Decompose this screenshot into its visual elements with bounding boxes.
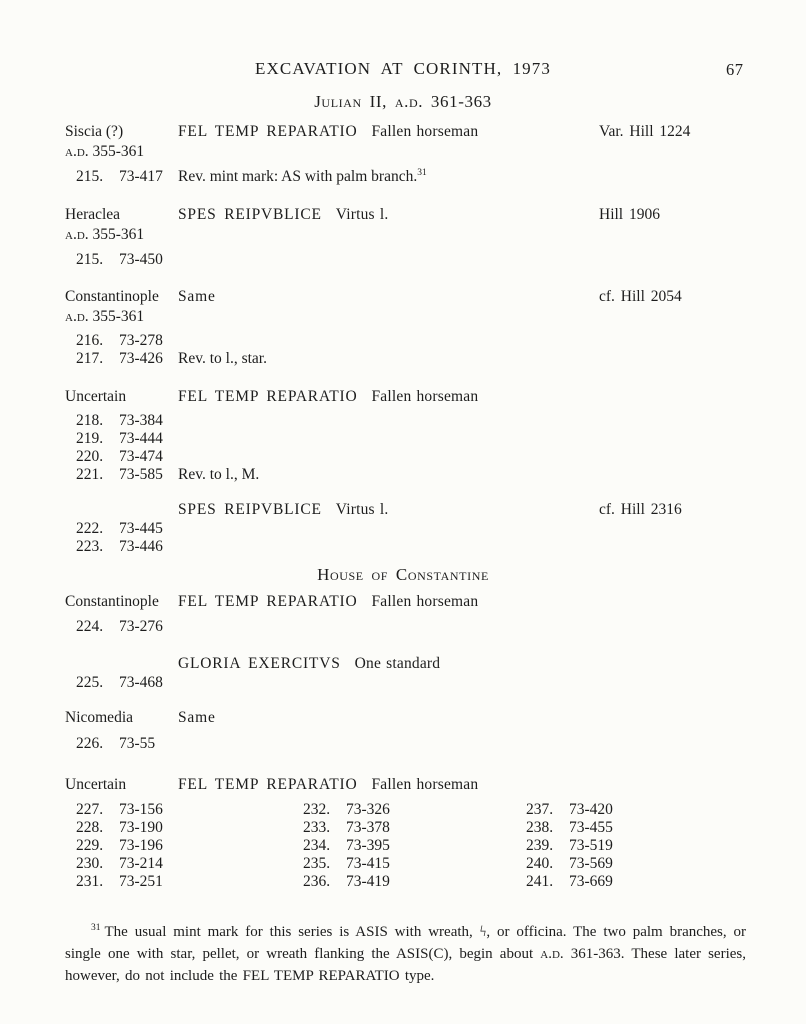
- inventory-number: 73-251: [119, 873, 163, 890]
- coin-description: One standard: [354, 655, 441, 672]
- catalog-number: 227.: [76, 801, 104, 818]
- catalog-item: [76, 168, 746, 186]
- footnote-marker: 31: [417, 167, 427, 178]
- inventory-number: 73-395: [346, 837, 390, 854]
- inventory-number: 73-156: [119, 801, 163, 818]
- type-cell: [178, 654, 599, 674]
- inventory-number: 73-278: [119, 332, 163, 349]
- inventory-number: 73-450: [119, 251, 163, 268]
- coin-description: Fallen horseman: [371, 593, 479, 610]
- type-cell: [178, 592, 599, 612]
- catalog-number: 237.: [526, 801, 554, 818]
- inventory-number: 73-474: [119, 448, 163, 465]
- item-note: Rev. to l., M.: [178, 466, 260, 483]
- inventory-number: 73-455: [569, 819, 613, 836]
- footnote-text-1: The usual mint mark for this series is ASIS with wreath, ϟ, or officina. The two palm branches, or single one with star, pellet, or wreath flanking the ASIS(C), begin about: [65, 924, 746, 962]
- coin-legend: GLORIA EXERCITVS: [178, 655, 341, 672]
- catalog-item: [526, 873, 746, 891]
- entry-uncertain-hoc: [65, 775, 746, 795]
- catalog-item: [76, 448, 746, 466]
- catalog-number: 216.: [76, 332, 104, 349]
- coin-description: Fallen horseman: [371, 776, 479, 793]
- inventory-number: 73-426: [119, 350, 163, 367]
- catalog-column-2: [303, 801, 526, 891]
- catalog-reference: cf. Hill 2316: [599, 501, 682, 518]
- catalog-reference: Hill 1906: [599, 206, 660, 223]
- coin-legend: SPES REIPVBLICE: [178, 501, 322, 518]
- inventory-number: 73-446: [119, 538, 163, 555]
- catalog-number: 220.: [76, 448, 104, 465]
- catalog-item: [76, 801, 303, 819]
- catalog-item: [76, 873, 303, 891]
- entry-header-row: [65, 592, 746, 612]
- footnote-ad-smallcaps: a.d.: [540, 946, 564, 962]
- mint-date-range: a.d. 355-361: [65, 143, 145, 160]
- item-note: Rev. mint mark: AS with palm branch.$^{31}$: [178, 167, 427, 185]
- catalog-number: 221.: [76, 466, 104, 483]
- catalog-number: 240.: [526, 855, 554, 872]
- item-note: Rev. to l., star.: [178, 350, 267, 367]
- footnote-text-2: 361-363. These later series, however, do not include the FEL TEMP REPARATIO type.: [65, 946, 747, 984]
- running-head-title: EXCAVATION AT CORINTH, 1973: [255, 59, 551, 78]
- coin-description: Fallen horseman: [371, 388, 479, 405]
- catalog-number: 229.: [76, 837, 104, 854]
- coin-legend: FEL TEMP REPARATIO: [178, 776, 358, 793]
- entry-header-row: [65, 205, 746, 225]
- inventory-number: 73-417: [119, 168, 163, 185]
- catalog-item: [526, 801, 746, 819]
- mint-name: Uncertain: [65, 388, 127, 405]
- entry-constantinople-hoc: [65, 592, 746, 636]
- type-cell: [178, 205, 599, 225]
- catalog-number: 225.: [76, 674, 104, 691]
- mint-date-range: a.d. 355-361: [65, 308, 145, 325]
- type-cell: [178, 387, 599, 407]
- catalog-item: [303, 873, 526, 891]
- entry-header-row: [65, 287, 746, 307]
- entry-header-row: [65, 654, 746, 674]
- mint-name: Siscia (?): [65, 123, 124, 140]
- catalog-number: 234.: [303, 837, 331, 854]
- inventory-number: 73-569: [569, 855, 613, 872]
- type-cell: [178, 122, 599, 142]
- coin-legend: Same: [178, 288, 216, 305]
- inventory-number: 73-519: [569, 837, 613, 854]
- coin-description: Virtus l.: [335, 501, 389, 518]
- entry-heraclea: [65, 205, 746, 269]
- catalog-reference: [599, 708, 746, 728]
- entry-constantinople-julian: [65, 287, 746, 368]
- inventory-number: 73-55: [119, 735, 156, 752]
- inventory-number: 73-214: [119, 855, 163, 872]
- catalog-item: [76, 251, 746, 269]
- catalog-item: [303, 855, 526, 873]
- catalog-number: 236.: [303, 873, 331, 890]
- page-header: [0, 59, 806, 81]
- catalog-item: [76, 538, 746, 556]
- catalog-item: [303, 819, 526, 837]
- inventory-number: 73-415: [346, 855, 390, 872]
- catalog-number: 230.: [76, 855, 104, 872]
- catalog-number: 238.: [526, 819, 554, 836]
- catalog-item: [76, 332, 746, 350]
- catalog-number: 224.: [76, 618, 104, 635]
- type-cell: [178, 287, 599, 307]
- mint-name: Constantinople: [65, 288, 159, 305]
- type-cell: [178, 708, 599, 728]
- catalog-number: 228.: [76, 819, 104, 836]
- entry-uncertain-julian: [65, 387, 746, 484]
- catalog-number-table: [76, 801, 746, 891]
- inventory-number: 73-420: [569, 801, 613, 818]
- catalog-item: [76, 618, 746, 636]
- catalog-number: 226.: [76, 735, 104, 752]
- entry-gloria-exercitvs: [65, 654, 746, 692]
- catalog-number: 215.: [76, 168, 104, 185]
- mint-name: Constantinople: [65, 593, 159, 610]
- catalog-reference: [599, 775, 746, 795]
- catalog-number: 215.: [76, 251, 104, 268]
- type-cell: [178, 500, 599, 520]
- inventory-number: 73-468: [119, 674, 163, 691]
- catalog-reference: cf. Hill 2054: [599, 288, 682, 305]
- inventory-number: 73-196: [119, 837, 163, 854]
- catalog-item: [76, 412, 746, 430]
- catalog-item: [526, 855, 746, 873]
- catalog-item: [76, 855, 303, 873]
- catalog-number: 233.: [303, 819, 331, 836]
- entry-header-row: [65, 122, 746, 142]
- catalog-reference: [599, 654, 746, 674]
- catalog-reference: [599, 387, 746, 407]
- catalog-item: [76, 466, 746, 484]
- catalog-item: [76, 520, 746, 538]
- catalog-number: 235.: [303, 855, 331, 872]
- catalog-number: 223.: [76, 538, 104, 555]
- inventory-number: 73-669: [569, 873, 613, 890]
- entry-nicomedia: [65, 708, 746, 753]
- entry-header-row: [65, 708, 746, 728]
- section-heading-house-of-constantine: House of Constantine: [317, 565, 489, 584]
- catalog-item: [526, 819, 746, 837]
- catalog-item: [76, 735, 746, 753]
- coin-legend: FEL TEMP REPARATIO: [178, 388, 358, 405]
- catalog-number: 239.: [526, 837, 554, 854]
- entry-header-row: [65, 387, 746, 407]
- inventory-number: 73-445: [119, 520, 163, 537]
- inventory-number: 73-585: [119, 466, 163, 483]
- catalog-number: 217.: [76, 350, 104, 367]
- catalog-item: [76, 819, 303, 837]
- coin-description: Virtus l.: [335, 206, 389, 223]
- catalog-number: 219.: [76, 430, 104, 447]
- mint-name: [65, 500, 178, 520]
- mint-name: Nicomedia: [65, 709, 134, 726]
- catalog-column-1: [76, 801, 303, 891]
- inventory-number: 73-444: [119, 430, 163, 447]
- inventory-number: 73-326: [346, 801, 390, 818]
- catalog-number: 232.: [303, 801, 331, 818]
- mint-name: Heraclea: [65, 206, 121, 223]
- type-cell: [178, 775, 599, 795]
- coin-legend: Same: [178, 709, 216, 726]
- catalog-number: 218.: [76, 412, 104, 429]
- mint-date-range: a.d. 355-361: [65, 226, 145, 243]
- catalog-item: [76, 674, 746, 692]
- page-number: 67: [726, 60, 744, 79]
- inventory-number: 73-384: [119, 412, 163, 429]
- coin-description: Fallen horseman: [371, 123, 479, 140]
- inventory-number: 73-419: [346, 873, 390, 890]
- mint-name: Uncertain: [65, 776, 127, 793]
- catalog-reference: [599, 592, 746, 612]
- section-heading-julian: Julian II, a.d. 361-363: [314, 92, 492, 111]
- catalog-item: [76, 430, 746, 448]
- inventory-number: 73-190: [119, 819, 163, 836]
- footnote-number: 31: [91, 923, 101, 933]
- inventory-number: 73-276: [119, 618, 163, 635]
- coin-legend: FEL TEMP REPARATIO: [178, 123, 358, 140]
- catalog-item: [303, 801, 526, 819]
- catalog-item: [76, 350, 746, 368]
- catalog-item: [303, 837, 526, 855]
- catalog-number: 231.: [76, 873, 104, 890]
- footnote-31: [65, 921, 746, 987]
- catalog-column-3: [526, 801, 746, 891]
- catalog-number: 222.: [76, 520, 104, 537]
- catalog-item: [76, 837, 303, 855]
- entry-header-row: [65, 775, 746, 795]
- coin-legend: SPES REIPVBLICE: [178, 206, 322, 223]
- catalog-number: 241.: [526, 873, 554, 890]
- catalog-reference: Var. Hill 1224: [599, 123, 691, 140]
- entry-spes-uncertain: [65, 500, 746, 556]
- entry-header-row: [65, 500, 746, 520]
- mint-name: [65, 654, 178, 674]
- entry-siscia: [65, 122, 746, 186]
- coin-legend: FEL TEMP REPARATIO: [178, 593, 358, 610]
- inventory-number: 73-378: [346, 819, 390, 836]
- catalog-item: [526, 837, 746, 855]
